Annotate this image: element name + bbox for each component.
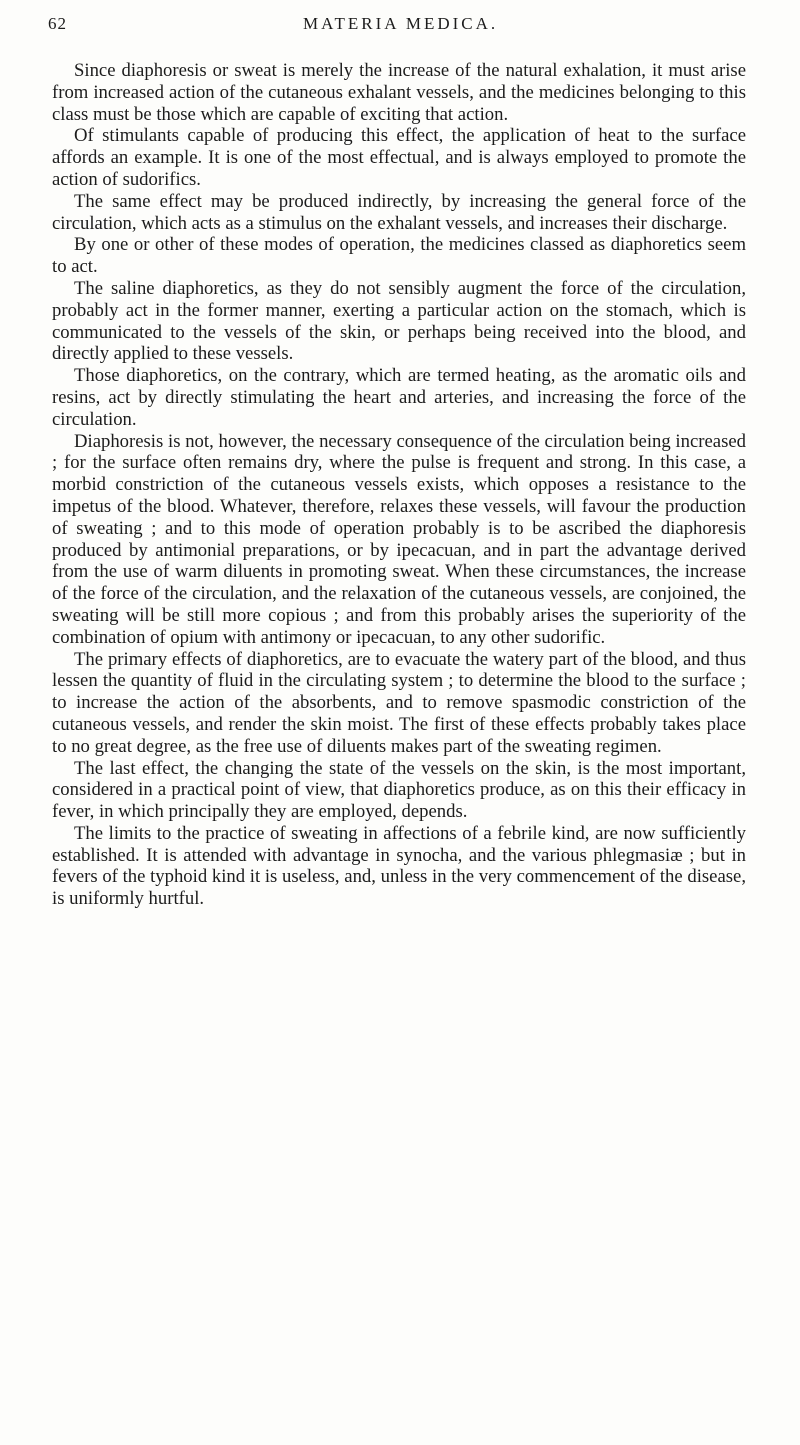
page-number: 62 [48,14,67,33]
paragraph-diaphoresis-definition: Since diaphoresis or sweat is merely the increase of the natural exhalation, it must arise from increased action of the cutaneous exhalant vessels, and the medicines belonging to this class must be those which are capable of exciting that action. [52,60,746,125]
paragraph-constriction: Diaphoresis is not, however, the necessary consequence of the circulation being increased ; for the surface often remains dry, where the pulse is frequent and strong. In this case, a morbid constriction of the cutaneous vessels exists, which opposes a resistance to the impetus of the blood. Whatever, therefore, relaxes these vessels, will favour the production of sweating ; and to this mode of operation probably is to be ascribed the diaphoresis produced by antimonial preparations, or by ipecacuan, and in part the advantage derived from the use of warm diluents in promoting sweat. When these circumstances, the increase of the force of the circulation, and the relaxation of the cutaneous vessels, are conjoined, the sweating will be still more copious ; and from this probably arises the superiority of the combination of opium with antimony or ipecacuan, to any other sudorific. [52,430,746,648]
paragraph-limits-of-sweating: The limits to the practice of sweating in affections of a febrile kind, are now sufficiently established. It is attended with advantage in synocha, and the various phlegmasiæ ; but in fevers of the typhoid kind it is useless, and, unless in the very commencement of the disease, is uniformly hurtful. [52,822,746,910]
paragraph-saline-diaphoretics: The saline diaphoretics, as they do not sensibly augment the force of the circulation, probably act in the former manner, exerting a particular action on the stomach, which is communicated to the vessels of the skin, or perhaps being received into the blood, and directly applied to these vessels. [52,277,746,365]
paragraph-last-effect: The last effect, the changing the state of the vessels on the skin, is the most important, considered in a practical point of view, that diaphoretics produce, as on this their efficacy in fever, in which principally they are employed, depends. [52,757,746,823]
paragraph-primary-effects: The primary effects of diaphoretics, are to evacuate the watery part of the blood, and thus lessen the quantity of fluid in the circulating system ; to determine the blood to the surface ; to increase the action of the absorbents, and to remove spasmodic constriction of the cutaneous vessels, and render the skin moist. The first of these effects probably takes place to no great degree, as the free use of diluents makes part of the sweating regimen. [52,648,746,757]
paragraph-heat-stimulant: Of stimulants capable of producing this effect, the application of heat to the surface affords an example. It is one of the most effectual, and is always employed to promote the action of sudorifics. [52,125,746,190]
paragraph-modes-of-operation: By one or other of these modes of operation, the medicines classed as diaphoretics seem to act. [52,234,746,278]
body-text [52,60,746,910]
paragraph-indirect-effect: The same effect may be produced indirectly, by increasing the general force of the circulation, which acts as a stimulus on the exhalant vessels, and increases their discharge. [52,190,746,234]
running-head [48,8,760,40]
running-title: MATERIA MEDICA. [303,14,499,33]
paragraph-heating-diaphoretics: Those diaphoretics, on the contrary, which are termed heating, as the aromatic oils and resins, act by directly stimulating the heart and arteries, and increasing the force of the circulation. [52,365,746,430]
